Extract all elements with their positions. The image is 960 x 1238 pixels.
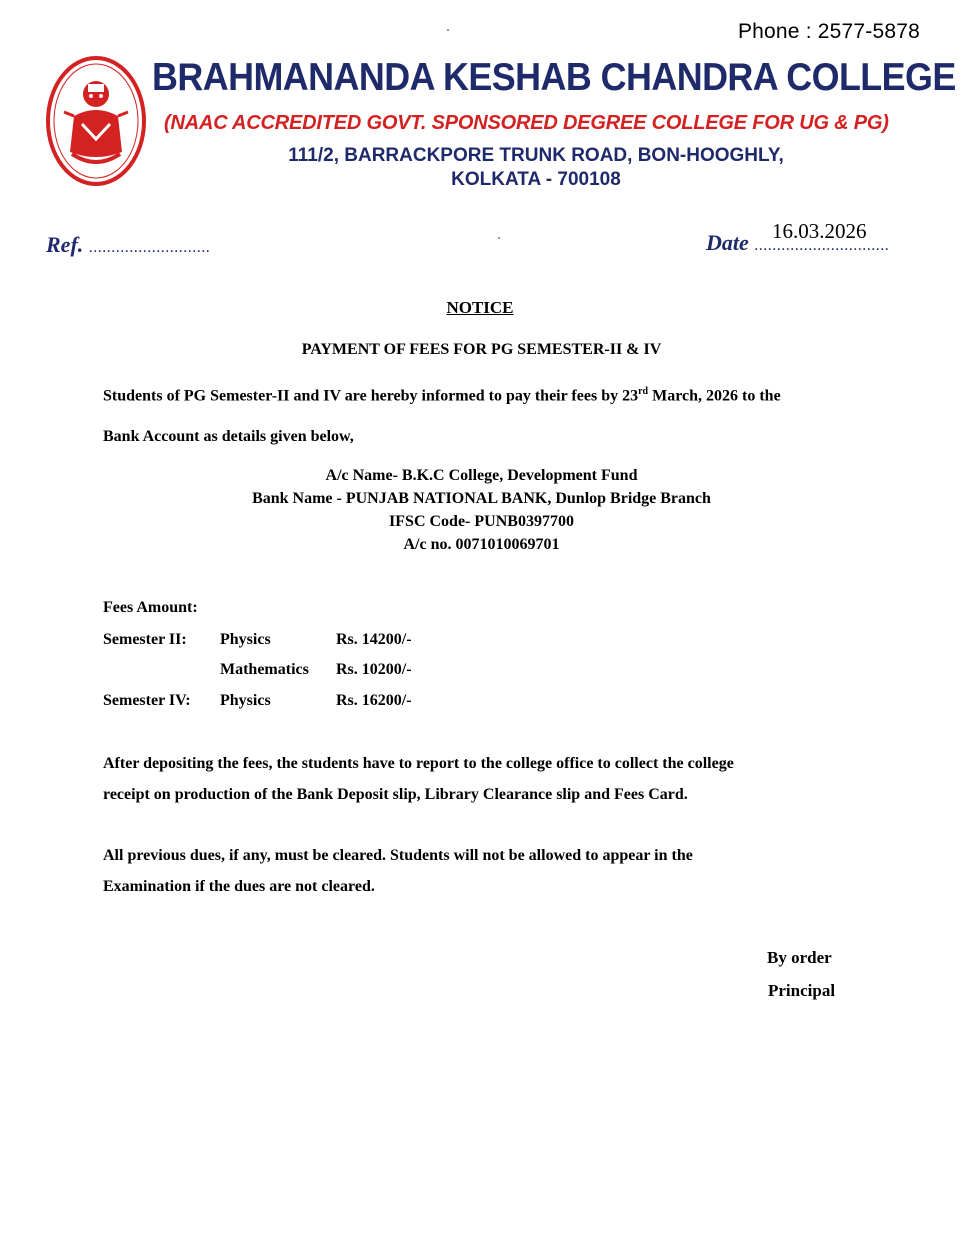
- fee-amount: Rs. 16200/-: [336, 692, 412, 709]
- by-order: By order: [767, 948, 832, 967]
- dues-line-1: All previous dues, if any, must be cleared. Students will not be allowed to appear in the: [103, 847, 693, 864]
- address-line-1: 111/2, BARRACKPORE TRUNK ROAD, BON-HOOGHLY,: [288, 145, 784, 166]
- accreditation-line: (NAAC ACCREDITED GOVT. SPONSORED DEGREE COLLEGE FOR UG & PG): [164, 112, 889, 134]
- dues-instructions: [103, 840, 883, 902]
- deposit-line-1: After depositing the fees, the students have to report to the college office to collect the college: [103, 755, 734, 772]
- college-name: BRAHMANANDA KESHAB CHANDRA COLLEGE: [152, 56, 956, 99]
- college-emblem-icon: [44, 54, 148, 188]
- address-line-2: KOLKATA - 700108: [451, 169, 621, 190]
- signatory-designation: Principal: [768, 981, 836, 1000]
- bank-account-name: A/c Name- B.K.C College, Development Fund: [325, 467, 638, 484]
- fee-amount: Rs. 14200/-: [336, 631, 412, 648]
- fee-subject: Physics: [220, 692, 271, 709]
- fee-semester: Semester IV:: [103, 692, 191, 709]
- scan-speck: [447, 29, 449, 31]
- date-value: 16.03.2026: [772, 219, 867, 243]
- date-dots: ..............................: [754, 237, 890, 254]
- notice-title: NOTICE: [446, 298, 514, 317]
- fee-semester: Semester II:: [103, 631, 187, 648]
- fee-amount: Rs. 10200/-: [336, 661, 412, 678]
- college-address: [236, 144, 836, 192]
- ref-dots: ...........................: [88, 239, 211, 256]
- intro-superscript: rd: [638, 386, 649, 397]
- scan-speck: [498, 237, 500, 239]
- ref-field: [46, 232, 210, 258]
- ref-label: Ref.: [46, 232, 84, 257]
- intro-line-2: Bank Account as details given below,: [103, 428, 354, 446]
- intro-text-b: March, 2026 to the: [648, 387, 781, 405]
- intro-paragraph: [103, 371, 903, 457]
- intro-text-a: Students of PG Semester-II and IV are hereby informed to pay their fees by 23: [103, 387, 639, 405]
- bank-details: [0, 464, 960, 556]
- dues-line-2: Examination if the dues are not cleared.: [103, 878, 375, 895]
- intro-line-1: [103, 371, 903, 416]
- bank-ifsc: IFSC Code- PUNB0397700: [389, 513, 574, 530]
- bank-account-number: A/c no. 0071010069701: [403, 536, 560, 553]
- bank-name: Bank Name - PUNJAB NATIONAL BANK, Dunlop Bridge Branch: [252, 490, 711, 507]
- deposit-line-2: receipt on production of the Bank Deposit slip, Library Clearance slip and Fees Card.: [103, 786, 688, 803]
- phone-number: Phone : 2577-5878: [737, 20, 920, 43]
- fee-subject: Mathematics: [220, 661, 309, 678]
- deposit-instructions: [103, 748, 883, 810]
- fees-label: Fees Amount:: [103, 599, 198, 616]
- notice-subject: PAYMENT OF FEES FOR PG SEMESTER-II & IV: [301, 341, 662, 358]
- date-label: Date: [706, 230, 749, 255]
- fee-subject: Physics: [220, 631, 271, 648]
